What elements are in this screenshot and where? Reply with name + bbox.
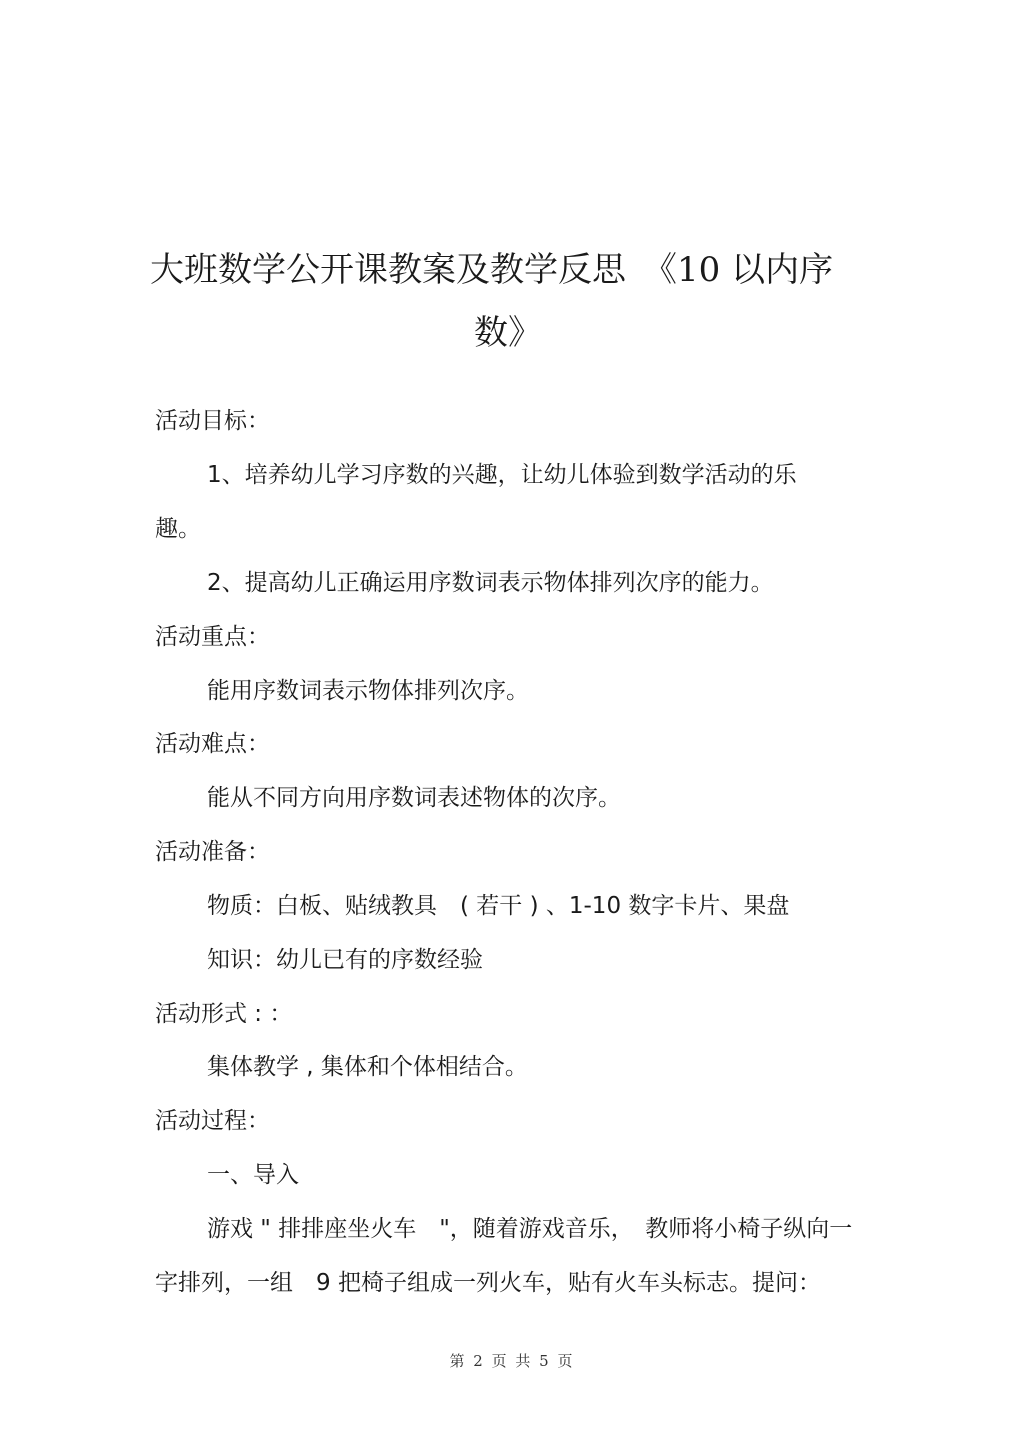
paragraph-format: 集体教学 , 集体和个体相结合。 [207, 1054, 528, 1080]
section-heading-goals: 活动目标： [155, 408, 270, 434]
document-title-line-2: 数》 [474, 313, 542, 353]
section-heading-focus: 活动重点： [155, 624, 270, 650]
page-footer: 第 2 页 共 5 页 [449, 1352, 575, 1370]
paragraph-difficulty: 能从不同方向用序数词表述物体的次序。 [207, 785, 621, 811]
paragraph-game-continued: 字排列，一组 9 把椅子组成一列火车，贴有火车头标志。提问： [155, 1270, 821, 1296]
paragraph-goal-1: 1、培养幼儿学习序数的兴趣，让幼儿体验到数学活动的乐 [207, 462, 797, 488]
section-heading-process: 活动过程： [155, 1108, 270, 1134]
paragraph-game: 游戏 " 排排座坐火车 "，随着游戏音乐， 教师将小椅子纵向一 [207, 1216, 853, 1242]
paragraph-goal-1-continued: 趣。 [155, 516, 201, 542]
paragraph-materials: 物质：白板、贴绒教具 ( 若干 ) 、1-10 数字卡片、果盘 [207, 893, 790, 919]
subheading-intro: 一、导入 [207, 1162, 299, 1188]
section-heading-format: 活动形式 : ： [155, 1001, 293, 1027]
paragraph-goal-2: 2、提高幼儿正确运用序数词表示物体排列次序的能力。 [207, 570, 774, 596]
paragraph-knowledge: 知识：幼儿已有的序数经验 [207, 947, 483, 973]
paragraph-focus: 能用序数词表示物体排列次序。 [207, 678, 529, 704]
document-title-line-1: 大班数学公开课教案及教学反思 《10 以内序 [150, 250, 834, 290]
section-heading-difficulty: 活动难点： [155, 731, 270, 757]
section-heading-preparation: 活动准备： [155, 839, 270, 865]
